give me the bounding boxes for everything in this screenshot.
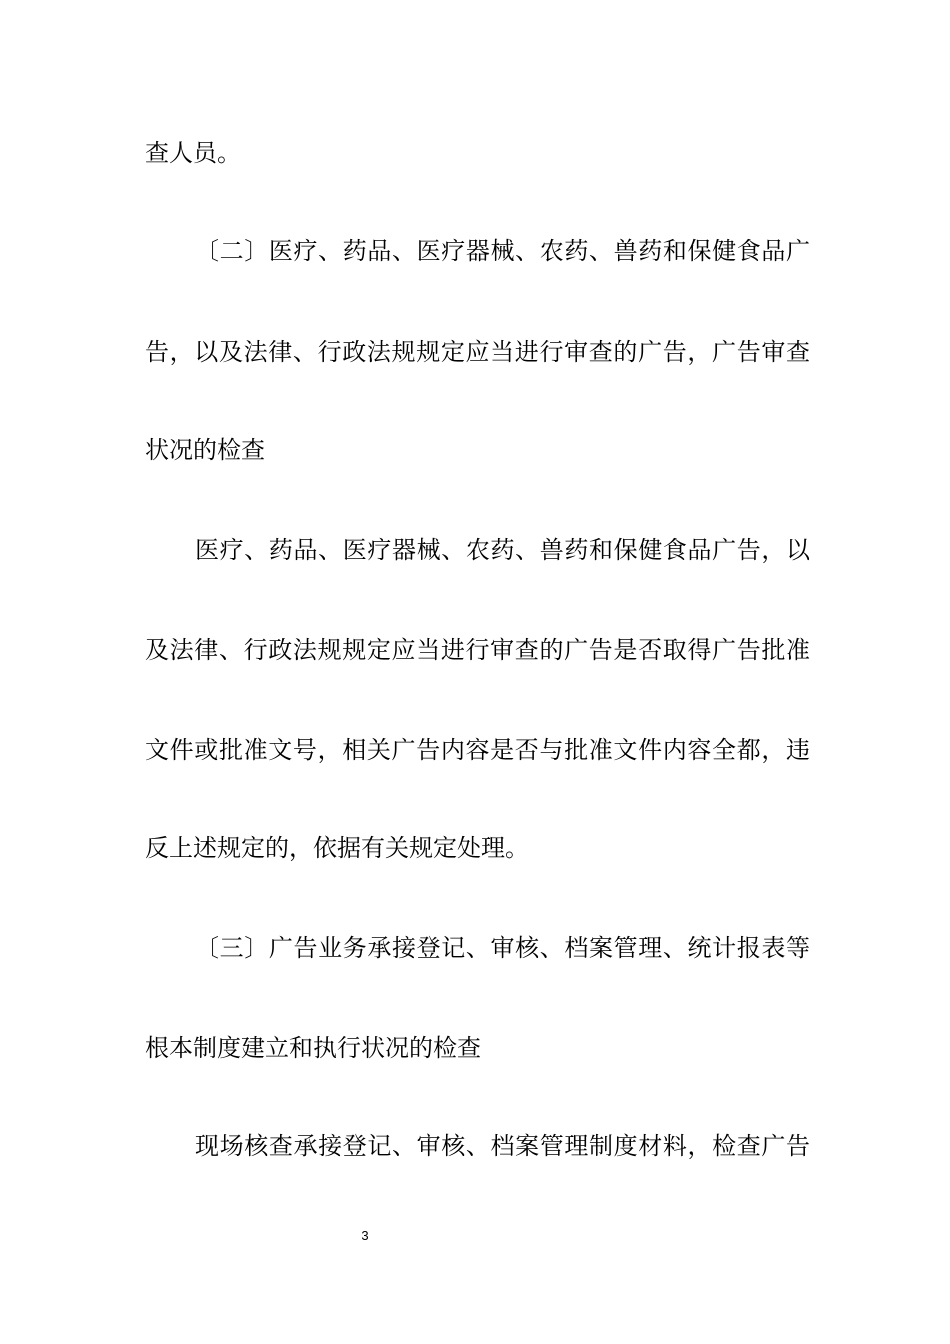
- heading-3-line-2: 根本制度建立和执行状况的检查: [145, 1034, 481, 1062]
- paragraph-line-3: 文件或批准文号，相关广告内容是否与批准文件内容全都，违: [145, 736, 810, 764]
- text-line-1: 查人员。: [145, 139, 241, 167]
- paragraph-line-2: 及法律、行政法规规定应当进行审查的广告是否取得广告批准: [145, 636, 810, 664]
- paragraph-line-1: 医疗、药品、医疗器械、农药、兽药和保健食品广告，以: [195, 536, 810, 564]
- page-number: 3: [361, 1228, 369, 1243]
- heading-2-line-2: 告，以及法律、行政法规规定应当进行审查的广告，广告审查: [145, 338, 810, 366]
- paragraph-2-line-1: 现场核查承接登记、审核、档案管理制度材料，检查广告: [195, 1132, 810, 1160]
- heading-2-line-1: 〔二〕医疗、药品、医疗器械、农药、兽药和保健食品广: [195, 237, 810, 265]
- heading-3-line-1: 〔三〕广告业务承接登记、审核、档案管理、统计报表等: [195, 934, 810, 962]
- paragraph-line-4: 反上述规定的，依据有关规定处理。: [145, 834, 529, 862]
- heading-2-line-3: 状况的检查: [145, 436, 265, 464]
